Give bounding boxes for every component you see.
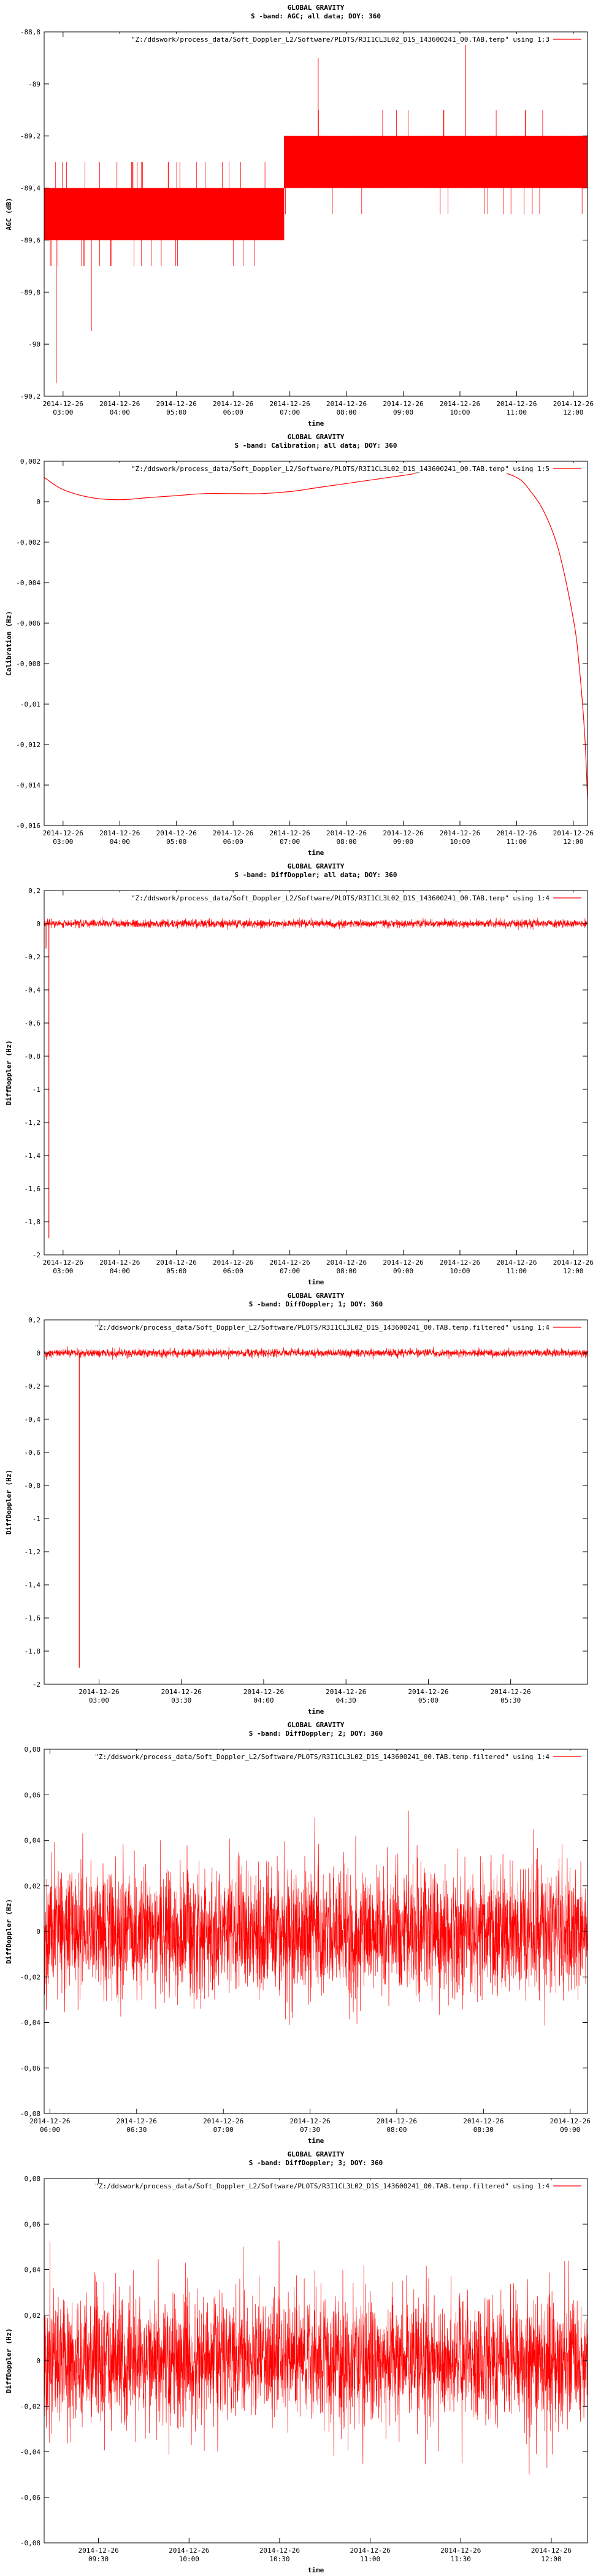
x-tick-label: 09:00 xyxy=(392,838,414,846)
y-tick-label: -1,2 xyxy=(24,1548,40,1556)
y-axis-label: Calibration (Hz) xyxy=(5,611,13,676)
y-tick-label: -89,6 xyxy=(20,236,40,245)
y-tick-label: 0,02 xyxy=(24,2311,40,2320)
y-tick-label: -88,8 xyxy=(20,28,40,36)
y-tick-label: -0,6 xyxy=(24,1449,40,1457)
series-line xyxy=(44,917,588,930)
x-tick-label: 04:00 xyxy=(109,838,130,846)
y-tick-label: 0 xyxy=(36,2357,40,2365)
x-tick-label: 2014-12-26 xyxy=(213,400,254,408)
chart-panel-1 xyxy=(0,0,601,429)
y-tick-label: -0,08 xyxy=(20,2110,40,2118)
y-tick-label: -0,4 xyxy=(24,1416,40,1424)
x-tick-label: 03:00 xyxy=(53,1267,74,1275)
y-tick-label: 0,02 xyxy=(24,1882,40,1890)
x-tick-label: 2014-12-26 xyxy=(42,1259,83,1267)
x-axis-label: time xyxy=(307,1708,324,1715)
y-tick-label: -1,6 xyxy=(24,1185,40,1193)
y-tick-label: 0 xyxy=(36,920,40,928)
chart-title: GLOBAL GRAVITY xyxy=(287,1292,345,1300)
x-tick-label: 05:00 xyxy=(418,1696,439,1704)
x-tick-label: 2014-12-26 xyxy=(161,1688,202,1696)
x-tick-label: 2014-12-26 xyxy=(243,1688,285,1696)
x-tick-label: 12:00 xyxy=(563,1267,584,1275)
x-tick-label: 2014-12-26 xyxy=(490,1688,531,1696)
y-tick-label: 0 xyxy=(36,498,40,506)
x-tick-label: 08:00 xyxy=(386,2126,407,2134)
y-tick-label: -0,6 xyxy=(24,1019,40,1027)
x-tick-label: 10:00 xyxy=(450,838,470,846)
x-tick-label: 06:00 xyxy=(223,838,243,846)
y-tick-label: -2 xyxy=(32,1681,40,1689)
x-tick-label: 05:00 xyxy=(166,838,187,846)
x-tick-label: 2014-12-26 xyxy=(99,1259,140,1267)
x-tick-label: 08:00 xyxy=(336,1267,357,1275)
chart-subtitle: S -band: DiffDoppler; 2; DOY: 360 xyxy=(248,1730,383,1738)
x-tick-label: 11:00 xyxy=(506,838,527,846)
x-tick-label: 09:00 xyxy=(392,408,414,416)
chart-title: GLOBAL GRAVITY xyxy=(287,4,345,12)
y-tick-label: -0,4 xyxy=(24,986,40,994)
x-tick-label: 2014-12-26 xyxy=(439,400,481,408)
series-group xyxy=(44,917,588,1238)
x-tick-label: 06:00 xyxy=(39,2126,60,2134)
x-tick-label: 11:00 xyxy=(506,408,527,416)
y-tick-label: -0,06 xyxy=(20,2493,40,2502)
y-tick-label: -0,04 xyxy=(20,2018,40,2027)
x-axis-label: time xyxy=(307,849,324,857)
y-tick-label: -0,06 xyxy=(20,2064,40,2072)
x-tick-label: 2014-12-26 xyxy=(29,2117,71,2125)
x-tick-label: 2014-12-26 xyxy=(269,1259,310,1267)
chart-title: GLOBAL GRAVITY xyxy=(287,2150,345,2158)
x-tick-label: 10:00 xyxy=(450,1267,470,1275)
series-line xyxy=(44,469,588,799)
x-tick-label: 2014-12-26 xyxy=(213,829,254,837)
x-tick-label: 2014-12-26 xyxy=(269,400,310,408)
series-group xyxy=(44,45,588,383)
x-tick-label: 2014-12-26 xyxy=(383,829,424,837)
x-tick-label: 12:00 xyxy=(563,838,584,846)
x-tick-label: 04:00 xyxy=(253,1696,274,1704)
chart-svg xyxy=(0,859,601,1288)
x-tick-label: 05:30 xyxy=(500,1696,521,1704)
x-tick-label: 2014-12-26 xyxy=(383,400,424,408)
chart-svg xyxy=(0,1717,601,2147)
y-tick-label: -1,2 xyxy=(24,1119,40,1127)
y-tick-label: -89,2 xyxy=(20,132,40,140)
x-tick-label: 2014-12-26 xyxy=(553,829,594,837)
x-tick-label: 2014-12-26 xyxy=(289,2117,331,2125)
y-tick-label: -89,8 xyxy=(20,288,40,297)
x-tick-label: 2014-12-26 xyxy=(496,829,537,837)
x-tick-label: 2014-12-26 xyxy=(78,1688,120,1696)
y-tick-label: -1,4 xyxy=(24,1581,40,1589)
chart-subtitle: S -band: DiffDoppler; all data; DOY: 360 xyxy=(234,871,397,879)
y-tick-label: 0,2 xyxy=(28,1316,40,1324)
plot-frame xyxy=(44,1320,588,1684)
y-tick-label: -89,4 xyxy=(20,184,40,193)
plot-frame xyxy=(44,461,588,826)
chart-subtitle: S -band: DiffDoppler; 3; DOY: 360 xyxy=(248,2159,383,2167)
x-tick-label: 04:30 xyxy=(335,1696,356,1704)
legend-label: "Z:/ddswork/process_data/Soft_Doppler_L2/Software/PLOTS/R3I1CL3L02_D1S_143600241_00.TAB.temp.filtered" using 1:4 xyxy=(94,1324,549,1332)
series-line xyxy=(44,162,284,266)
x-tick-label: 2014-12-26 xyxy=(439,1259,481,1267)
y-tick-label: 0,2 xyxy=(28,887,40,895)
y-tick-label: -0,01 xyxy=(20,700,40,708)
x-tick-label: 10:00 xyxy=(450,408,470,416)
x-tick-label: 2014-12-26 xyxy=(169,2547,210,2555)
plot-frame xyxy=(44,891,588,1255)
x-tick-label: 10:00 xyxy=(178,2555,199,2563)
chart-title: GLOBAL GRAVITY xyxy=(287,433,345,441)
y-tick-label: -0,2 xyxy=(24,1382,40,1390)
x-tick-label: 06:30 xyxy=(126,2126,147,2134)
y-tick-label: -0,02 xyxy=(20,2402,40,2411)
y-tick-label: -2 xyxy=(32,1251,40,1259)
x-tick-label: 08:30 xyxy=(473,2126,494,2134)
x-tick-label: 2014-12-26 xyxy=(259,2547,300,2555)
x-axis-label: time xyxy=(307,2566,324,2574)
x-tick-label: 2014-12-26 xyxy=(549,2117,591,2125)
x-tick-label: 2014-12-26 xyxy=(99,400,140,408)
y-tick-label: 0,002 xyxy=(20,458,40,466)
series-group xyxy=(44,1346,588,1668)
y-tick-label: 0,06 xyxy=(24,1791,40,1800)
chart-panel-2 xyxy=(0,429,601,859)
y-tick-label: -0,002 xyxy=(16,539,40,546)
x-tick-label: 2014-12-26 xyxy=(326,1688,367,1696)
chart-subtitle: S -band: AGC; all data; DOY: 360 xyxy=(251,12,381,20)
series-group xyxy=(44,469,588,799)
y-axis-label: DiffDoppler (Hz) xyxy=(5,1470,13,1535)
y-tick-label: -1 xyxy=(32,1515,40,1523)
chart-panel-3 xyxy=(0,859,601,1288)
x-tick-label: 2014-12-26 xyxy=(78,2547,119,2555)
chart-panel-5 xyxy=(0,1717,601,2147)
x-tick-label: 08:00 xyxy=(336,408,357,416)
x-tick-label: 06:00 xyxy=(223,408,243,416)
x-tick-label: 2014-12-26 xyxy=(496,1259,537,1267)
x-tick-label: 07:00 xyxy=(280,838,300,846)
y-tick-label: -90,2 xyxy=(20,393,40,401)
x-tick-label: 03:00 xyxy=(53,838,74,846)
y-tick-label: -0,08 xyxy=(20,2539,40,2547)
x-tick-label: 2014-12-26 xyxy=(156,400,197,408)
x-tick-label: 05:00 xyxy=(166,1267,187,1275)
x-tick-label: 04:00 xyxy=(109,1267,130,1275)
x-tick-label: 07:30 xyxy=(300,2126,321,2134)
series-line xyxy=(44,1346,588,1360)
legend-label: "Z:/ddswork/process_data/Soft_Doppler_L2/Software/PLOTS/R3I1CL3L02_D1S_143600241_00.TAB.temp" using 1:4 xyxy=(131,894,549,902)
y-tick-label: 0,08 xyxy=(24,2175,40,2183)
y-tick-label: -1,6 xyxy=(24,1614,40,1622)
x-tick-label: 07:00 xyxy=(280,1267,300,1275)
y-tick-label: 0 xyxy=(36,1349,40,1357)
chart-subtitle: S -band: Calibration; all data; DOY: 360 xyxy=(234,442,397,450)
x-tick-label: 09:00 xyxy=(560,2126,581,2134)
chart-svg xyxy=(0,2147,601,2576)
x-tick-label: 04:00 xyxy=(109,408,130,416)
x-tick-label: 2014-12-26 xyxy=(376,2117,418,2125)
y-tick-label: 0,08 xyxy=(24,1746,40,1754)
legend-label: "Z:/ddswork/process_data/Soft_Doppler_L2/Software/PLOTS/R3I1CL3L02_D1S_143600241_00.TAB.temp.filtered" using 1:4 xyxy=(94,1753,549,1761)
x-tick-label: 2014-12-26 xyxy=(326,829,367,837)
x-tick-label: 2014-12-26 xyxy=(408,1688,449,1696)
x-tick-label: 11:30 xyxy=(450,2555,471,2563)
y-tick-label: 0,04 xyxy=(24,1836,40,1845)
x-tick-label: 11:00 xyxy=(360,2555,381,2563)
series-line xyxy=(44,1811,588,2026)
x-tick-label: 2014-12-26 xyxy=(439,829,481,837)
x-tick-label: 10:30 xyxy=(269,2555,290,2563)
legend-label: "Z:/ddswork/process_data/Soft_Doppler_L2/Software/PLOTS/R3I1CL3L02_D1S_143600241_00.TAB.temp" using 1:5 xyxy=(131,465,549,473)
y-tick-label: 0,06 xyxy=(24,2220,40,2229)
x-tick-label: 08:00 xyxy=(336,838,357,846)
chart-subtitle: S -band: DiffDoppler; 1; DOY: 360 xyxy=(248,1300,383,1308)
y-tick-label: -1,8 xyxy=(24,1218,40,1226)
y-axis-label: AGC (dB) xyxy=(5,197,13,231)
x-tick-label: 2014-12-26 xyxy=(116,2117,157,2125)
chart-svg xyxy=(0,429,601,859)
y-axis-label: DiffDoppler (Hz) xyxy=(5,1040,13,1105)
x-axis-label: time xyxy=(307,420,324,427)
x-tick-label: 2014-12-26 xyxy=(326,1259,367,1267)
x-tick-label: 2014-12-26 xyxy=(440,2547,481,2555)
y-tick-label: -0,8 xyxy=(24,1052,40,1060)
series-group xyxy=(44,2241,588,2474)
y-tick-label: -1,4 xyxy=(24,1152,40,1160)
y-tick-label: -89 xyxy=(28,80,40,88)
x-tick-label: 09:00 xyxy=(392,1267,414,1275)
y-tick-label: -0,016 xyxy=(16,822,40,830)
x-tick-label: 2014-12-26 xyxy=(42,829,83,837)
chart-svg xyxy=(0,1288,601,1717)
y-tick-label: -0,014 xyxy=(16,781,40,789)
y-tick-label: -0,2 xyxy=(24,953,40,961)
legend-label: "Z:/ddswork/process_data/Soft_Doppler_L2/Software/PLOTS/R3I1CL3L02_D1S_143600241_00.TAB.temp.filtered" using 1:4 xyxy=(94,2182,549,2190)
x-tick-label: 12:00 xyxy=(541,2555,562,2563)
x-tick-label: 05:00 xyxy=(166,408,187,416)
y-tick-label: -0,004 xyxy=(16,579,40,587)
x-tick-label: 2014-12-26 xyxy=(42,400,83,408)
legend-label: "Z:/ddswork/process_data/Soft_Doppler_L2/Software/PLOTS/R3I1CL3L02_D1S_143600241_00.TAB.temp" using 1:3 xyxy=(131,36,549,44)
y-axis-label: DiffDoppler (Hz) xyxy=(5,2328,13,2393)
x-tick-label: 2014-12-26 xyxy=(496,400,537,408)
x-tick-label: 11:00 xyxy=(506,1267,527,1275)
x-tick-label: 2014-12-26 xyxy=(213,1259,254,1267)
chart-title: GLOBAL GRAVITY xyxy=(287,862,345,870)
y-tick-label: -1 xyxy=(32,1086,40,1094)
x-tick-label: 03:00 xyxy=(53,408,74,416)
y-tick-label: -0,006 xyxy=(16,619,40,627)
y-tick-label: -1,8 xyxy=(24,1647,40,1655)
x-tick-label: 2014-12-26 xyxy=(553,1259,594,1267)
x-tick-label: 2014-12-26 xyxy=(463,2117,504,2125)
y-tick-label: -0,008 xyxy=(16,660,40,668)
series-line xyxy=(44,2241,588,2474)
y-tick-label: -0,8 xyxy=(24,1482,40,1490)
x-tick-label: 2014-12-26 xyxy=(156,1259,197,1267)
chart-panel-6 xyxy=(0,2147,601,2576)
chart-panel-4 xyxy=(0,1288,601,1717)
series-group xyxy=(44,1811,588,2026)
chart-svg xyxy=(0,0,601,429)
x-tick-label: 12:00 xyxy=(563,408,584,416)
y-tick-label: 0,04 xyxy=(24,2266,40,2274)
y-tick-label: 0 xyxy=(36,1928,40,1936)
y-tick-label: -90 xyxy=(28,340,40,349)
chart-title: GLOBAL GRAVITY xyxy=(287,1721,345,1729)
x-axis-label: time xyxy=(307,2137,324,2145)
x-tick-label: 2014-12-26 xyxy=(203,2117,244,2125)
x-tick-label: 2014-12-26 xyxy=(326,400,367,408)
y-tick-label: -0,012 xyxy=(16,741,40,749)
x-tick-label: 2014-12-26 xyxy=(269,829,310,837)
x-tick-label: 03:30 xyxy=(171,1696,192,1704)
x-tick-label: 2014-12-26 xyxy=(156,829,197,837)
x-tick-label: 2014-12-26 xyxy=(530,2547,572,2555)
x-tick-label: 06:00 xyxy=(223,1267,243,1275)
x-tick-label: 2014-12-26 xyxy=(99,829,140,837)
x-tick-label: 2014-12-26 xyxy=(383,1259,424,1267)
x-tick-label: 07:00 xyxy=(213,2126,234,2134)
x-tick-label: 2014-12-26 xyxy=(350,2547,391,2555)
x-tick-label: 07:00 xyxy=(280,408,300,416)
y-tick-label: -0,04 xyxy=(20,2448,40,2456)
y-axis-label: DiffDoppler (Hz) xyxy=(5,1899,13,1964)
x-axis-label: time xyxy=(307,1278,324,1286)
x-tick-label: 03:00 xyxy=(88,1696,110,1704)
x-tick-label: 09:30 xyxy=(88,2555,109,2563)
x-tick-label: 2014-12-26 xyxy=(553,400,594,408)
y-tick-label: -0,02 xyxy=(20,1973,40,1982)
